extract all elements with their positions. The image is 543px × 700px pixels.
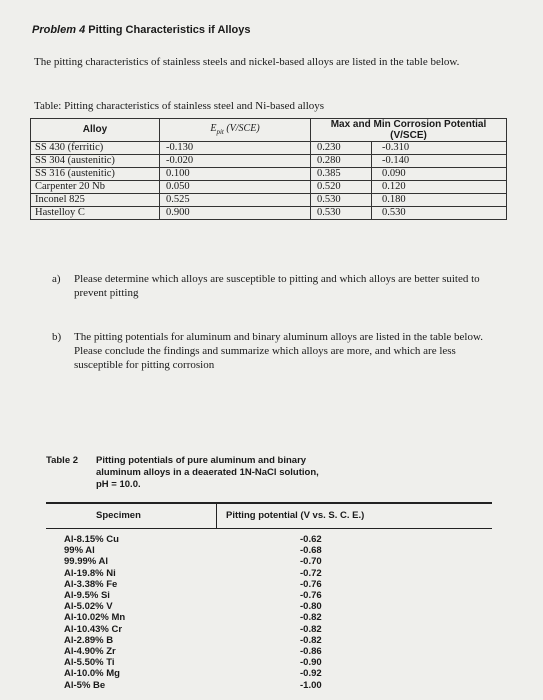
table1: [30, 118, 507, 220]
table2-cell-specimen: Al-10.02% Mn: [64, 612, 126, 624]
table1-cell-alloy: SS 430 (ferritic): [31, 142, 160, 155]
table2-cell-potential: -0.80: [300, 601, 322, 613]
table1-header-alloy: Alloy: [31, 119, 160, 142]
table1-cell-epit: 0.900: [160, 207, 311, 220]
table2-cell-potential: -0.90: [300, 657, 322, 669]
table2-cell-specimen: Al-4.90% Zr: [64, 646, 116, 657]
problem-title: [32, 24, 250, 36]
table2-cell-specimen: Al-19.8% Ni: [64, 567, 116, 579]
table1-cell-alloy: SS 316 (austenitic): [31, 168, 160, 181]
table2-top-rule: [46, 502, 492, 504]
table2-cell-potential: -0.86: [300, 646, 322, 657]
table2-caption-line2: aluminum alloys in a deaerated 1N-NaCl solution,: [96, 467, 319, 478]
table1-caption: Table: Pitting characteristics of stainless steel and Ni-based alloys: [34, 100, 325, 112]
table2-cell-potential: -0.92: [300, 668, 322, 680]
table2-cell-specimen: Al-8.15% Cu: [64, 534, 119, 545]
table1-cell-min: 0.090: [372, 168, 507, 181]
table1-row: [31, 181, 507, 194]
table1-cell-min: 0.120: [372, 181, 507, 194]
table1-cell-max: 0.385: [311, 168, 372, 181]
table1-cell-max: 0.530: [311, 207, 372, 220]
table2-cell-potential: -0.82: [300, 612, 322, 624]
table1-cell-alloy: Inconel 825: [31, 194, 160, 207]
table1-cell-max: 0.520: [311, 181, 372, 194]
table2-cell-potential: -0.82: [300, 634, 322, 646]
table2-cell-specimen: Al-2.89% B: [64, 634, 114, 646]
problem-number: 4: [79, 24, 86, 36]
table2-column-divider: [216, 503, 217, 529]
table1-cell-alloy: SS 304 (austenitic): [31, 155, 160, 168]
problem-title-text: Pitting Characteristics if Alloys: [88, 24, 251, 36]
question-a-text: Please determine which alloys are susceptible to pitting and which alloys are better suited to prevent pitting: [74, 273, 480, 299]
table1-cell-alloy: Hastelloy C: [31, 207, 160, 220]
table1-row: [31, 168, 507, 181]
table2-cell-specimen: Al-10.43% Cr: [64, 623, 123, 635]
table2-caption-line3: pH = 10.0.: [96, 479, 141, 490]
table2-cell-potential: -0.76: [300, 590, 322, 601]
table1-cell-max: 0.230: [311, 142, 372, 155]
table2-cell-specimen: 99% Al: [64, 545, 95, 557]
table2-cell-specimen: 99.99% Al: [64, 556, 109, 568]
table2-header-rule: [46, 528, 492, 529]
table1-row: [31, 155, 507, 168]
table1-cell-epit: 0.100: [160, 168, 311, 181]
table1-header-epit: $E_{pit}$ (V/SCE): [160, 119, 311, 142]
table1-header-row: [31, 119, 507, 142]
table2-header-potential: Pitting potential (V vs. S. C. E.): [226, 510, 365, 521]
table1-row: [31, 194, 507, 207]
table1-cell-epit: 0.525: [160, 194, 311, 207]
table1-cell-epit: 0.050: [160, 181, 311, 194]
table2-cell-specimen: Al-5.50% Ti: [64, 657, 115, 669]
question-a-label: a): [52, 273, 61, 285]
table1-cell-alloy: Carpenter 20 Nb: [31, 181, 160, 194]
table2-cell-specimen: Al-5% Be: [64, 679, 106, 691]
table2-header-specimen: Specimen: [96, 510, 141, 521]
table1-cell-min: -0.140: [372, 155, 507, 168]
table2-cell-potential: -0.70: [300, 556, 322, 568]
table2-cell-specimen: Al-5.02% V: [64, 601, 113, 613]
table2-cell-potential: -0.72: [300, 567, 322, 579]
table1-cell-epit: -0.130: [160, 142, 311, 155]
intro-paragraph: The pitting characteristics of stainless steels and nickel-based alloys are listed in the table below.: [34, 56, 460, 68]
table2-caption-line1: Pitting potentials of pure aluminum and binary: [96, 455, 307, 466]
table1-cell-max: 0.530: [311, 194, 372, 207]
problem-label: Problem: [32, 24, 77, 36]
table2-cell-specimen: Al-3.38% Fe: [64, 578, 118, 590]
table1-cell-min: 0.180: [372, 194, 507, 207]
table2-cell-specimen: Al-9.5% Si: [64, 590, 110, 601]
table2-caption-label: Table 2: [46, 455, 79, 466]
table2-cell-potential: -0.82: [300, 623, 322, 635]
table1-cell-min: -0.310: [372, 142, 507, 155]
table1-cell-max: 0.280: [311, 155, 372, 168]
table2-cell-potential: -1.00: [300, 679, 322, 691]
table2-cell-specimen: Al-10.0% Mg: [64, 668, 120, 680]
table1-cell-epit: -0.020: [160, 155, 311, 168]
table2-cell-potential: -0.68: [300, 545, 322, 557]
table2-cell-potential: -0.62: [300, 534, 322, 545]
question-b-text: The pitting potentials for aluminum and binary aluminum alloys are listed in the table below. Please conclude the findings and summarize which alloys are more, and which are less susceptible for pitting corrosion: [74, 331, 483, 371]
table1-header-maxmin: Max and Min Corrosion Potential (V/SCE): [311, 119, 507, 142]
table1-row: [31, 207, 507, 220]
table1-cell-min: 0.530: [372, 207, 507, 220]
table1-row: [31, 142, 507, 155]
table2-caption: [96, 455, 396, 491]
table2-cell-potential: -0.76: [300, 578, 322, 590]
question-b-label: b): [52, 331, 62, 343]
